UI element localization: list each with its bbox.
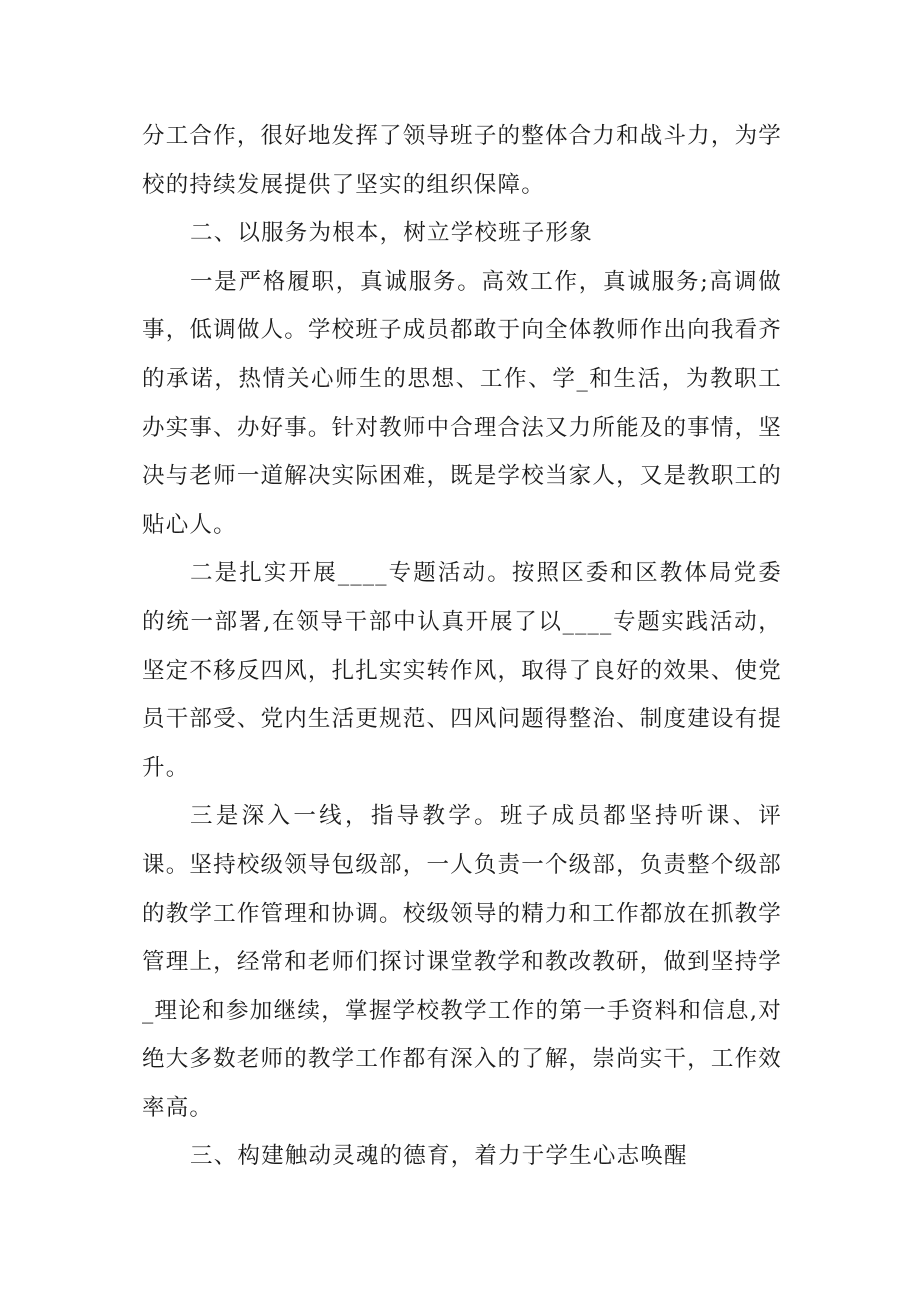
- paragraph-item-two: 二是扎实开展____专题活动。按照区委和区教体局党委的统一部署,在领导干部中认真开展了以____专题实践活动，坚定不移反四风，扎扎实实转作风，取得了良好的效果、使党员干部受、党内生活更规范、四风问题得整治、制度建设有提升。: [142, 560, 782, 781]
- paragraph-continuation: 分工合作，很好地发挥了领导班子的整体合力和战斗力，为学校的持续发展提供了坚实的组织保障。: [142, 123, 782, 198]
- paragraph-item-one: 一是严格履职，真诚服务。高效工作，真诚服务;高调做事，低调做人。学校班子成员都敢于向全体教师作出向我看齐的承诺，热情关心师生的思想、工作、学_和生活，为教职工办实事、办好事。针对教师中合理合法又力所能及的事情，坚决与老师一道解决实际困难，既是学校当家人，又是教职工的贴心人。: [142, 268, 782, 538]
- section-heading-two: 二、以服务为根本，树立学校班子形象: [190, 220, 593, 247]
- section-heading-three: 三、构建触动灵魂的德育，着力于学生心志唤醒: [190, 1143, 688, 1170]
- document-page: [142, 112, 782, 1181]
- paragraph-item-three: 三是深入一线，指导教学。班子成员都坚持听课、评课。坚持校级领导包级部，一人负责一个级部，负责整个级部的教学工作管理和协调。校级领导的精力和工作都放在抓教学管理上，经常和老师们探讨课堂教学和教改教研，做到坚持学_理论和参加继续，掌握学校教学工作的第一手资料和信息,对绝大多数老师的教学工作都有深入的了解，崇尚实干，工作效率高。: [142, 803, 782, 1121]
